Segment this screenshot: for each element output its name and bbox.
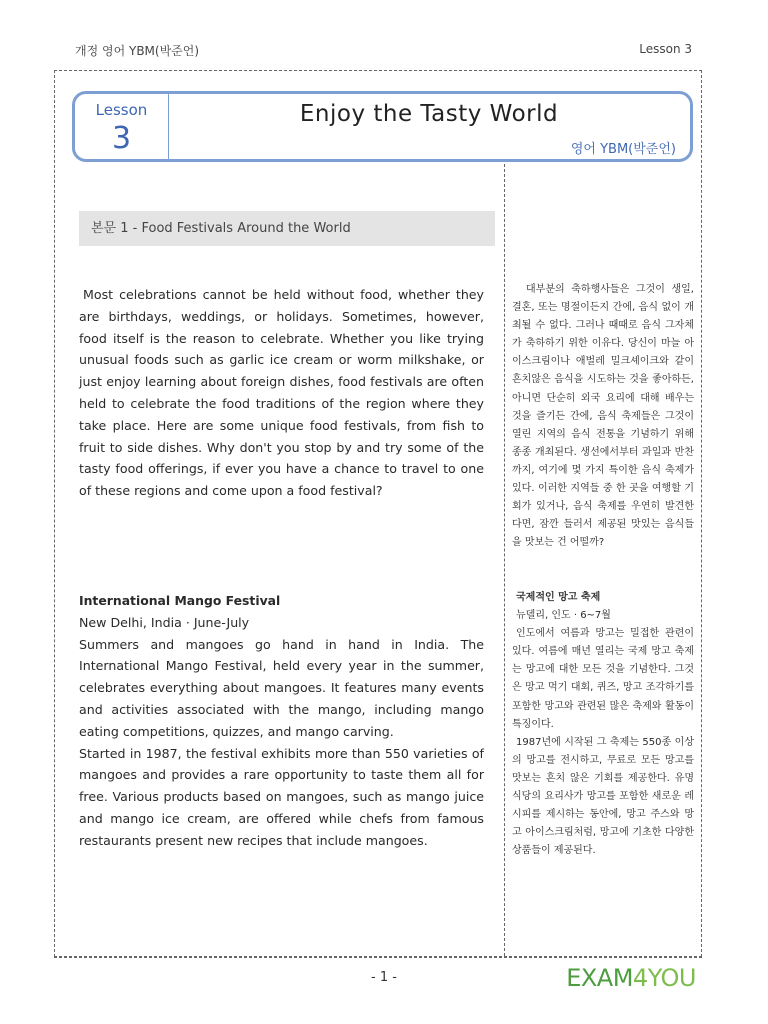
mango-paragraph-2: Started in 1987, the festival exhibits more than 550 varieties of mangoes and provides a rare opportunity to taste them all for free. Various products based on mangoes, such as mango juice and mango ice cream, are offered while chefs from famous restaurants present new recipes that include mangoes. — [79, 745, 484, 848]
mango-festival-location: New Delhi, India · June-July — [79, 614, 250, 630]
english-mango-section — [79, 590, 484, 852]
subject-label: 영어 YBM(박준언) — [570, 142, 676, 157]
page-title: Enjoy the Tasty World — [299, 101, 559, 127]
logo-part-4you: 4YOU — [632, 964, 696, 992]
lesson-cell — [75, 94, 169, 159]
logo-part-exam: EXAM — [566, 964, 633, 992]
section-heading: 본문 1 - Food Festivals Around the World — [79, 211, 495, 246]
korean-mango-location: 뉴델리, 인도 · 6~7월 — [516, 610, 611, 622]
english-intro — [79, 284, 484, 502]
korean-mango-section — [512, 589, 694, 860]
mango-festival-title: International Mango Festival — [79, 593, 281, 608]
korean-intro-paragraph: 대부분의 축하행사들은 그것이 생일, 결혼, 또는 명절이든지 간에, 음식 없이 개최될 수 없다. 그러나 때때로 음식 그자체가 축하하기 위한 이유다. 당신이 마늘 아이스크림이나 애벌레 밀크셰이크와 같이 흔치않은 음식을 시도하는 것을 좋아하든, 아니면 단순히 외국 요리에 대해 배우는 것을 즐기든 간에, 음식 축제들은 그것이 열린 지역의 음식 전통을 기념하기 위해 종종 개최된다. 생선에서부터 과일과 반찬까지, 여기에 몇 가지 특이한 음식 축제가 있다. 이러한 지역들 중 한 곳을 여행할 기회가 있거나, 음식 축제를 우연히 발견한다면, 잠깐 들러서 제공된 맛있는 음식들을 맛보는 건 어떨까? — [512, 284, 694, 549]
korean-mango-title: 국제적인 망고 축제 — [516, 592, 601, 603]
header-left: 개정 영어 YBM(박준언) — [75, 44, 200, 58]
korean-mango-paragraph-1: 인도에서 여름과 망고는 밀접한 관련이 있다. 여름에 매년 열리는 국제 망고 축제는 망고에 대한 모든 것을 기념한다. 그것은 망고 먹기 대회, 퀴즈, 망고 조각하기를 포함한 망고와 관련된 많은 축제와 활동이 특징이다. — [512, 628, 694, 730]
column-divider — [504, 164, 505, 956]
lesson-label: Lesson — [95, 101, 148, 119]
korean-mango-paragraph-2: 1987년에 시작된 그 축제는 550종 이상의 망고를 전시하고, 무료로 모든 망고를 맛보는 흔치 않은 기회를 제공한다. 유명 식당의 요리사가 망고를 포함한 새로운 레시피를 제시하는 동안에, 망고 주스와 망고 아이스크림처럼, 망고에 기초한 다양한 상품들이 제공된다. — [512, 736, 694, 857]
header-right: Lesson 3 — [639, 42, 692, 56]
footer-divider — [54, 957, 702, 958]
mango-paragraph-1: Summers and mangoes go hand in hand in India. The International Mango Festival, held every year in the summer, celebrates everything about mangoes. It features many events and activities associated with the mango, including mango eating competitions, quizzes, and mango carving. — [79, 636, 484, 739]
page-number: - 1 - — [371, 970, 397, 985]
lesson-number: 3 — [111, 121, 132, 156]
title-box — [72, 91, 693, 162]
exam4you-logo — [566, 964, 696, 992]
korean-intro — [512, 281, 694, 552]
english-intro-paragraph: Most celebrations cannot be held without food, whether they are birthdays, weddings, or holidays. Sometimes, however, food itself is the reason to celebrate. Whether you like trying unusual foods such as garlic ice cream or worm milkshake, or just enjoy learning about foreign dishes, food festivals are often held to celebrate the food traditions of the region where they take place. Here are some unique food festivals, from fish to fruit to side dishes. Why don't you stop by and try some of the tasty food offerings, if ever you have a chance to travel to one of these regions and come upon a food festival? — [79, 287, 484, 499]
